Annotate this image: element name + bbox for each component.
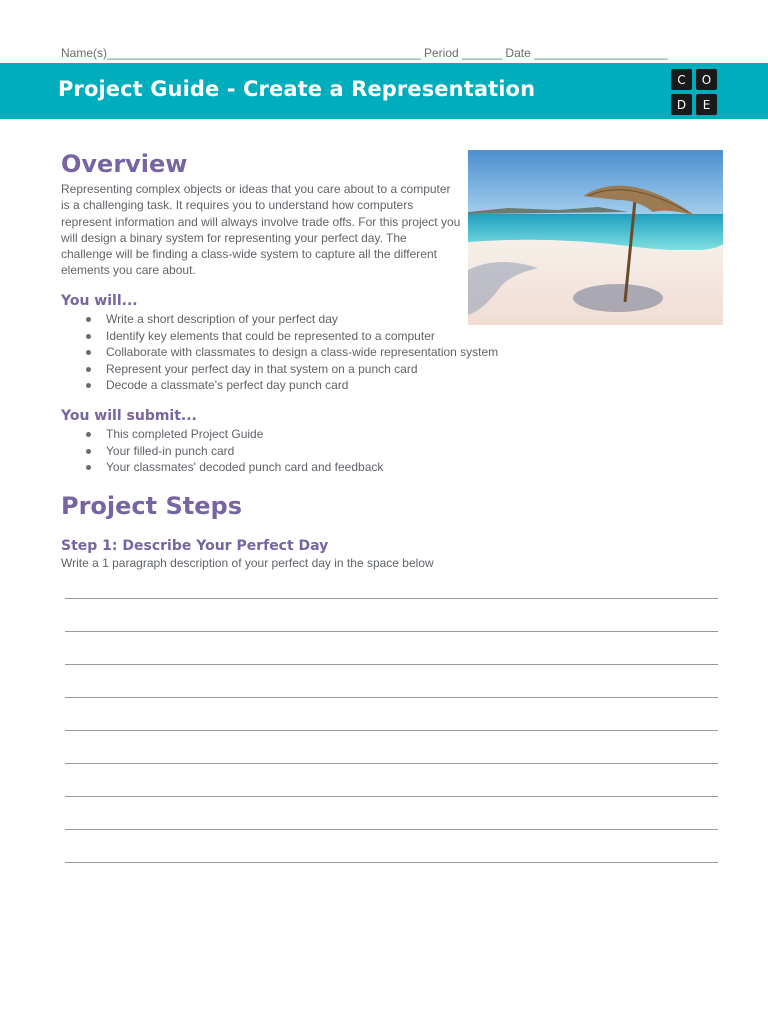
- writing-line[interactable]: [65, 697, 718, 698]
- list-item: Represent your perfect day in that system on a punch card: [82, 361, 498, 378]
- list-item: Decode a classmate's perfect day punch card: [82, 377, 498, 394]
- list-item: Write a short description of your perfect day: [82, 311, 498, 328]
- list-item: Your classmates' decoded punch card and feedback: [82, 459, 383, 476]
- logo-letter-c: C: [671, 69, 692, 90]
- you-will-submit-heading: You will submit...: [61, 408, 197, 424]
- writing-line[interactable]: [65, 829, 718, 830]
- you-will-list: [82, 311, 498, 394]
- title-banner: [0, 63, 768, 119]
- logo-letter-e: E: [696, 94, 717, 115]
- step1-heading: Step 1: Describe Your Perfect Day: [61, 538, 329, 554]
- you-will-submit-list: [82, 426, 383, 476]
- list-item: This completed Project Guide: [82, 426, 383, 443]
- list-item: Identify key elements that could be represented to a computer: [82, 328, 498, 345]
- overview-heading: Overview: [61, 150, 188, 178]
- project-steps-heading: Project Steps: [61, 492, 242, 520]
- code-logo: [671, 69, 717, 115]
- list-item: Collaborate with classmates to design a class-wide representation system: [82, 344, 498, 361]
- writing-lines[interactable]: [65, 598, 718, 895]
- name-period-date-line: Name(s)_______________________________________________ Period ______ Date ____________________: [61, 46, 668, 60]
- logo-letter-d: D: [671, 94, 692, 115]
- writing-line[interactable]: [65, 631, 718, 632]
- overview-paragraph: Representing complex objects or ideas that you care about to a computer is a challenging task. It requires you to understand how computers represent information and will always involve trade offs. For this project you will design a binary system for representing your perfect day. The challenge will be finding a class-wide system to capture all the different elements you care about.: [61, 182, 461, 278]
- writing-line[interactable]: [65, 598, 718, 599]
- writing-line[interactable]: [65, 862, 718, 863]
- beach-umbrella-image: [468, 150, 723, 325]
- page-title: Project Guide - Create a Representation: [58, 77, 536, 101]
- you-will-heading: You will...: [61, 293, 138, 309]
- logo-letter-o: O: [696, 69, 717, 90]
- list-item: Your filled-in punch card: [82, 443, 383, 460]
- writing-line[interactable]: [65, 763, 718, 764]
- writing-line[interactable]: [65, 796, 718, 797]
- writing-line[interactable]: [65, 730, 718, 731]
- writing-line[interactable]: [65, 664, 718, 665]
- step1-description: Write a 1 paragraph description of your perfect day in the space below: [61, 556, 434, 570]
